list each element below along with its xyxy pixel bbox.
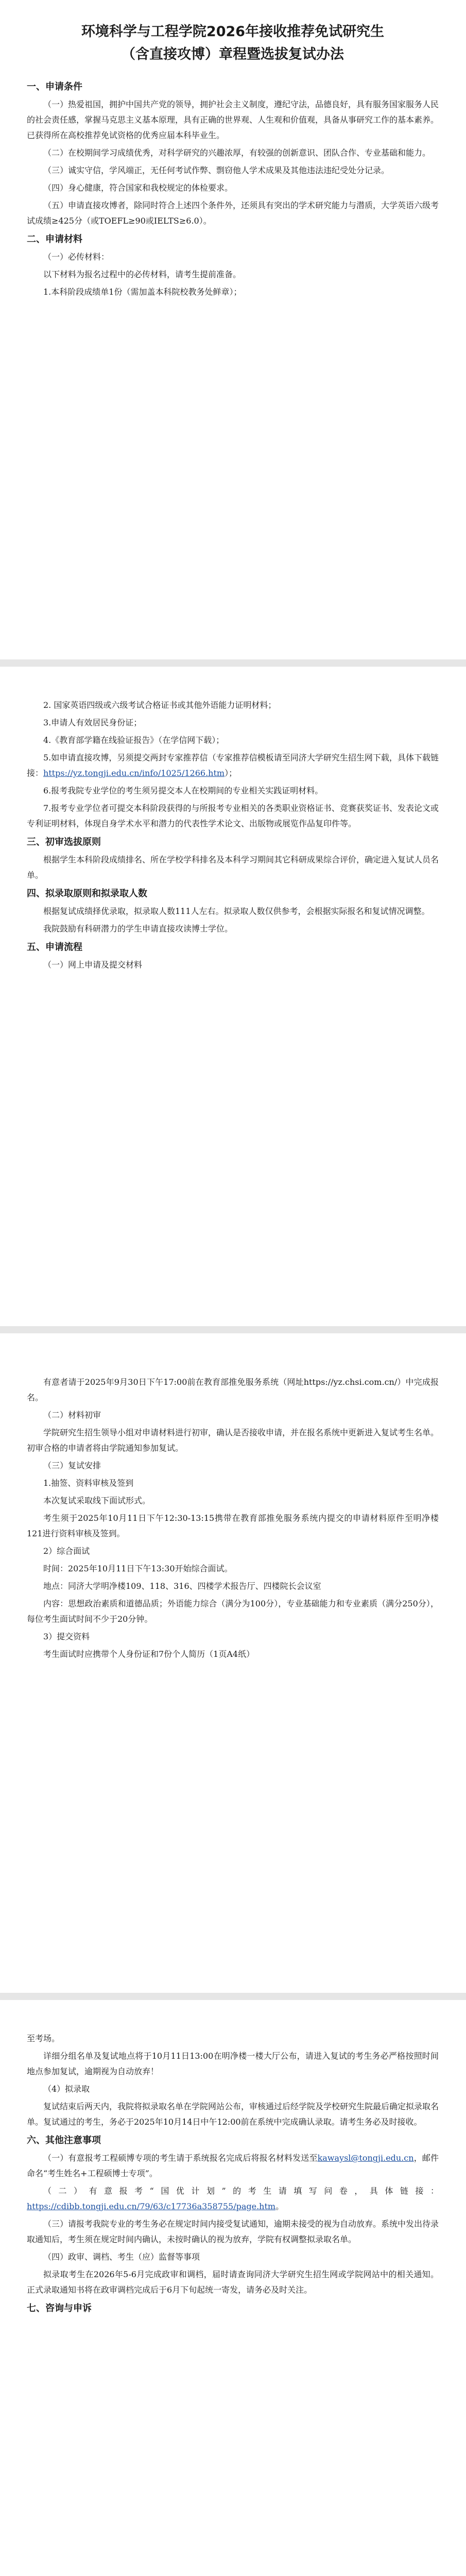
paragraph: 根据复试成绩择优录取，拟录取人数111人左右。拟录取人数仅供参考，会根据实际报名和复试情况调整。 — [43, 906, 430, 916]
paragraph: （一）热爱祖国，拥护中国共产党的领导，拥护社会主义制度，遵纪守法，品德良好，具有服务国家服务人民的社会责任感，掌握马克思主义基本原理，具有正确的世界观、人生观和价值观，具备从事研究工作的基本素养。已获得所在高校推荐免试资格的优秀应届本科毕业生。 — [27, 99, 439, 140]
special-program-email-link[interactable]: kawaysl@tongji.edu.cn — [317, 2153, 414, 2163]
recommendation-letter-link[interactable]: https://yz.tongji.edu.cn/info/1025/1266.htm — [43, 768, 225, 778]
paragraph: 4.《教育部学籍在线验证报告》（在学信网下载）； — [43, 735, 225, 745]
paragraph: （三）诚实守信，学风端正，无任何考试作弊、剽窃他人学术成果及其他违法违纪受处分记录。 — [43, 165, 390, 175]
section-heading-6: 六、其他注意事项 — [27, 2135, 101, 2146]
paragraph: 复试结束后两天内，我院将拟录取名单在学院网站公布，审核通过后经学院及学校研究生院最后确定拟录取名单。复试通过的考生，务必于2025年10月14日中午12:00前在系统中完成确认录取。请考生务必及时接收。 — [27, 2102, 439, 2127]
paragraph: 至考场。 — [27, 2033, 60, 2043]
paragraph: （四）政审、调档、考生（应）监督等事项 — [43, 2252, 200, 2262]
section-heading-3: 三、初审选拔原则 — [27, 837, 101, 848]
paragraph: 有意者请于2025年9月30日下午17:00前在教育部推免服务系统（网址https://yz.chsi.com.cn/）中完成报名。 — [27, 1377, 439, 1402]
paragraph: （三）请报考我院专业的考生务必在规定时间内接受复试通知，逾期未接受的视为自动放弃。系统中发出待录取通知后，考生须在规定时间内确认，未按时确认的视为放弃，学院有权调整拟录取名单。 — [27, 2219, 439, 2244]
section-heading-7: 七、咨询与申诉 — [27, 2303, 92, 2314]
paragraph — [27, 2183, 439, 2214]
paragraph: （四）身心健康，符合国家和我校规定的体检要求。 — [43, 183, 233, 193]
document-page-1 — [0, 0, 466, 659]
paragraph: 1.本科阶段成绩单1份（需加盖本科院校教务处鲜章）； — [43, 287, 242, 297]
paragraph: 2. 国家英语四级或六级考试合格证书或其他外语能力证明材料； — [43, 700, 277, 710]
paragraph — [27, 750, 439, 781]
section-heading-2: 二、申请材料 — [27, 234, 82, 245]
paragraph: 7.报考专业学位者可提交本科阶段获得的与所报考专业相关的各类职业资格证书、竞赛获奖证书、发表论文或专利证明材料，体现自身学术水平和潜力的代表性学术论文、出版物或展览作品复印件等。 — [27, 803, 439, 828]
paragraph: 本次复试采取线下面试形式。 — [43, 1496, 151, 1505]
paragraph: 拟录取考生在2026年5-6月完成政审和调档，届时请查询同济大学研究生招生网或学院网站中的相关通知。正式录取通知书将在政审调档完成后于6月下旬起统一寄发，请务必及时关注。 — [27, 2269, 439, 2295]
paragraph: 3）提交资料 — [43, 1632, 90, 1641]
document-page-2 — [0, 667, 466, 1326]
document-title-line-2: （含直接攻博）章程暨选拔复试办法 — [122, 46, 344, 62]
questionnaire-link[interactable]: https://cdibb.tongji.edu.cn/79/63/c17736a358755/page.htm — [27, 2201, 276, 2211]
paragraph: 时间：2025年10月11日下午13:30开始综合面试。 — [43, 1564, 233, 1573]
paragraph: （三）复试安排 — [43, 1461, 101, 1470]
section-heading-4: 四、拟录取原则和拟录取人数 — [27, 888, 147, 899]
paragraph: 地点：同济大学明净楼109、118、316、四楼学术报告厅、四楼院长会议室 — [43, 1581, 321, 1591]
page-2-content — [27, 698, 439, 975]
page-separator — [0, 659, 466, 667]
paragraph-text: ）； — [225, 768, 237, 778]
paragraph: （一）网上申请及提交材料 — [43, 960, 143, 970]
paragraph: （二）在校期间学习成绩优秀，对科学研究的兴趣浓厚，有较强的创新意识、团队合作、专业基础和能力。 — [43, 148, 431, 158]
paragraph: 考生面试时应携带个人身份证和7份个人简历（1页A4纸） — [43, 1649, 255, 1659]
paragraph: （二）材料初审 — [43, 1410, 101, 1420]
document-page-3 — [0, 1333, 466, 1993]
page-separator — [0, 1326, 466, 1333]
paragraph-text: （一）有意报考工程硕博专项的考生请于系统报名完成后将报名材料发送至 — [43, 2153, 318, 2163]
section-heading-5: 五、申请流程 — [27, 942, 82, 953]
paragraph: （一）必传材料： — [43, 252, 110, 262]
paragraph: 详细分组名单及复试地点将于10月11日13:00在明净楼一楼大厅公布，请进入复试的考生务必严格按照时间地点参加复试，逾期视为自动放弃！ — [27, 2051, 439, 2076]
page-1-content — [27, 21, 439, 302]
paragraph: 学院研究生招生领导小组对申请材料进行初审，确认是否接收申请，并在报名系统中更新进入复试考生名单。初审合格的申请者将由学院通知参加复试。 — [27, 1428, 439, 1453]
paragraph: 我院鼓励有科研潜力的学生申请直接攻读博士学位。 — [43, 924, 233, 934]
paragraph: 1.抽签、资料审核及签到 — [43, 1478, 134, 1488]
paragraph — [27, 2150, 439, 2181]
paragraph: （五）申请直接攻博者，除同时符合上述四个条件外，还须具有突出的学术研究能力与潜质，大学英语六级考试成绩≥425分（或TOEFL≥90或IELTS≥6.0）。 — [27, 200, 439, 226]
paragraph-text: 。 — [275, 2201, 284, 2211]
paragraph: 6.报考我院专业学位的考生须另提交本人在校期间的专业相关实践证明材料。 — [43, 786, 323, 795]
page-4-content — [27, 2031, 439, 2318]
page-separator — [0, 1993, 466, 2000]
document-page-4 — [0, 2000, 466, 2576]
paragraph: 内容：思想政治素质和道德品质；外语能力综合（满分为100分），专业基础能力和专业素质（满分250分），每位考生面试时间不少于20分钟。 — [27, 1599, 439, 1624]
document-title-line-1: 环境科学与工程学院2026年接收推荐免试研究生 — [81, 24, 385, 40]
paragraph: 根据学生本科阶段成绩排名、所在学校学科排名及本科学习期间其它科研成果综合评价，确定进入复试人员名单。 — [27, 855, 439, 880]
section-heading-1: 一、申请条件 — [27, 81, 82, 92]
page-3-content — [27, 1375, 439, 1664]
paragraph-text: ，邮件命名“考生姓名+工程硕博士专项”。 — [27, 2153, 439, 2178]
paragraph: 2）综合面试 — [43, 1546, 90, 1556]
paragraph-text: 5.如申请直接攻博，另须提交两封专家推荐信（专家推荐信模板请至同济大学研究生招生网下载，具体下载链接： — [27, 753, 439, 778]
paragraph: 3.申请人有效居民身份证； — [43, 718, 142, 727]
paragraph: 考生须于2025年10月11日下午12:30-13:15携带在教育部推免服务系统内提交的申请材料原件至明净楼121进行资料审核及签到。 — [27, 1513, 439, 1538]
paragraph: （4）拟录取 — [43, 2084, 90, 2094]
paragraph: 以下材料为报名过程中的必传材料，请考生提前准备。 — [43, 269, 241, 279]
paragraph-text: （二）有意报考“国优计划”的考生请填写问卷，具体链接： — [43, 2186, 439, 2196]
